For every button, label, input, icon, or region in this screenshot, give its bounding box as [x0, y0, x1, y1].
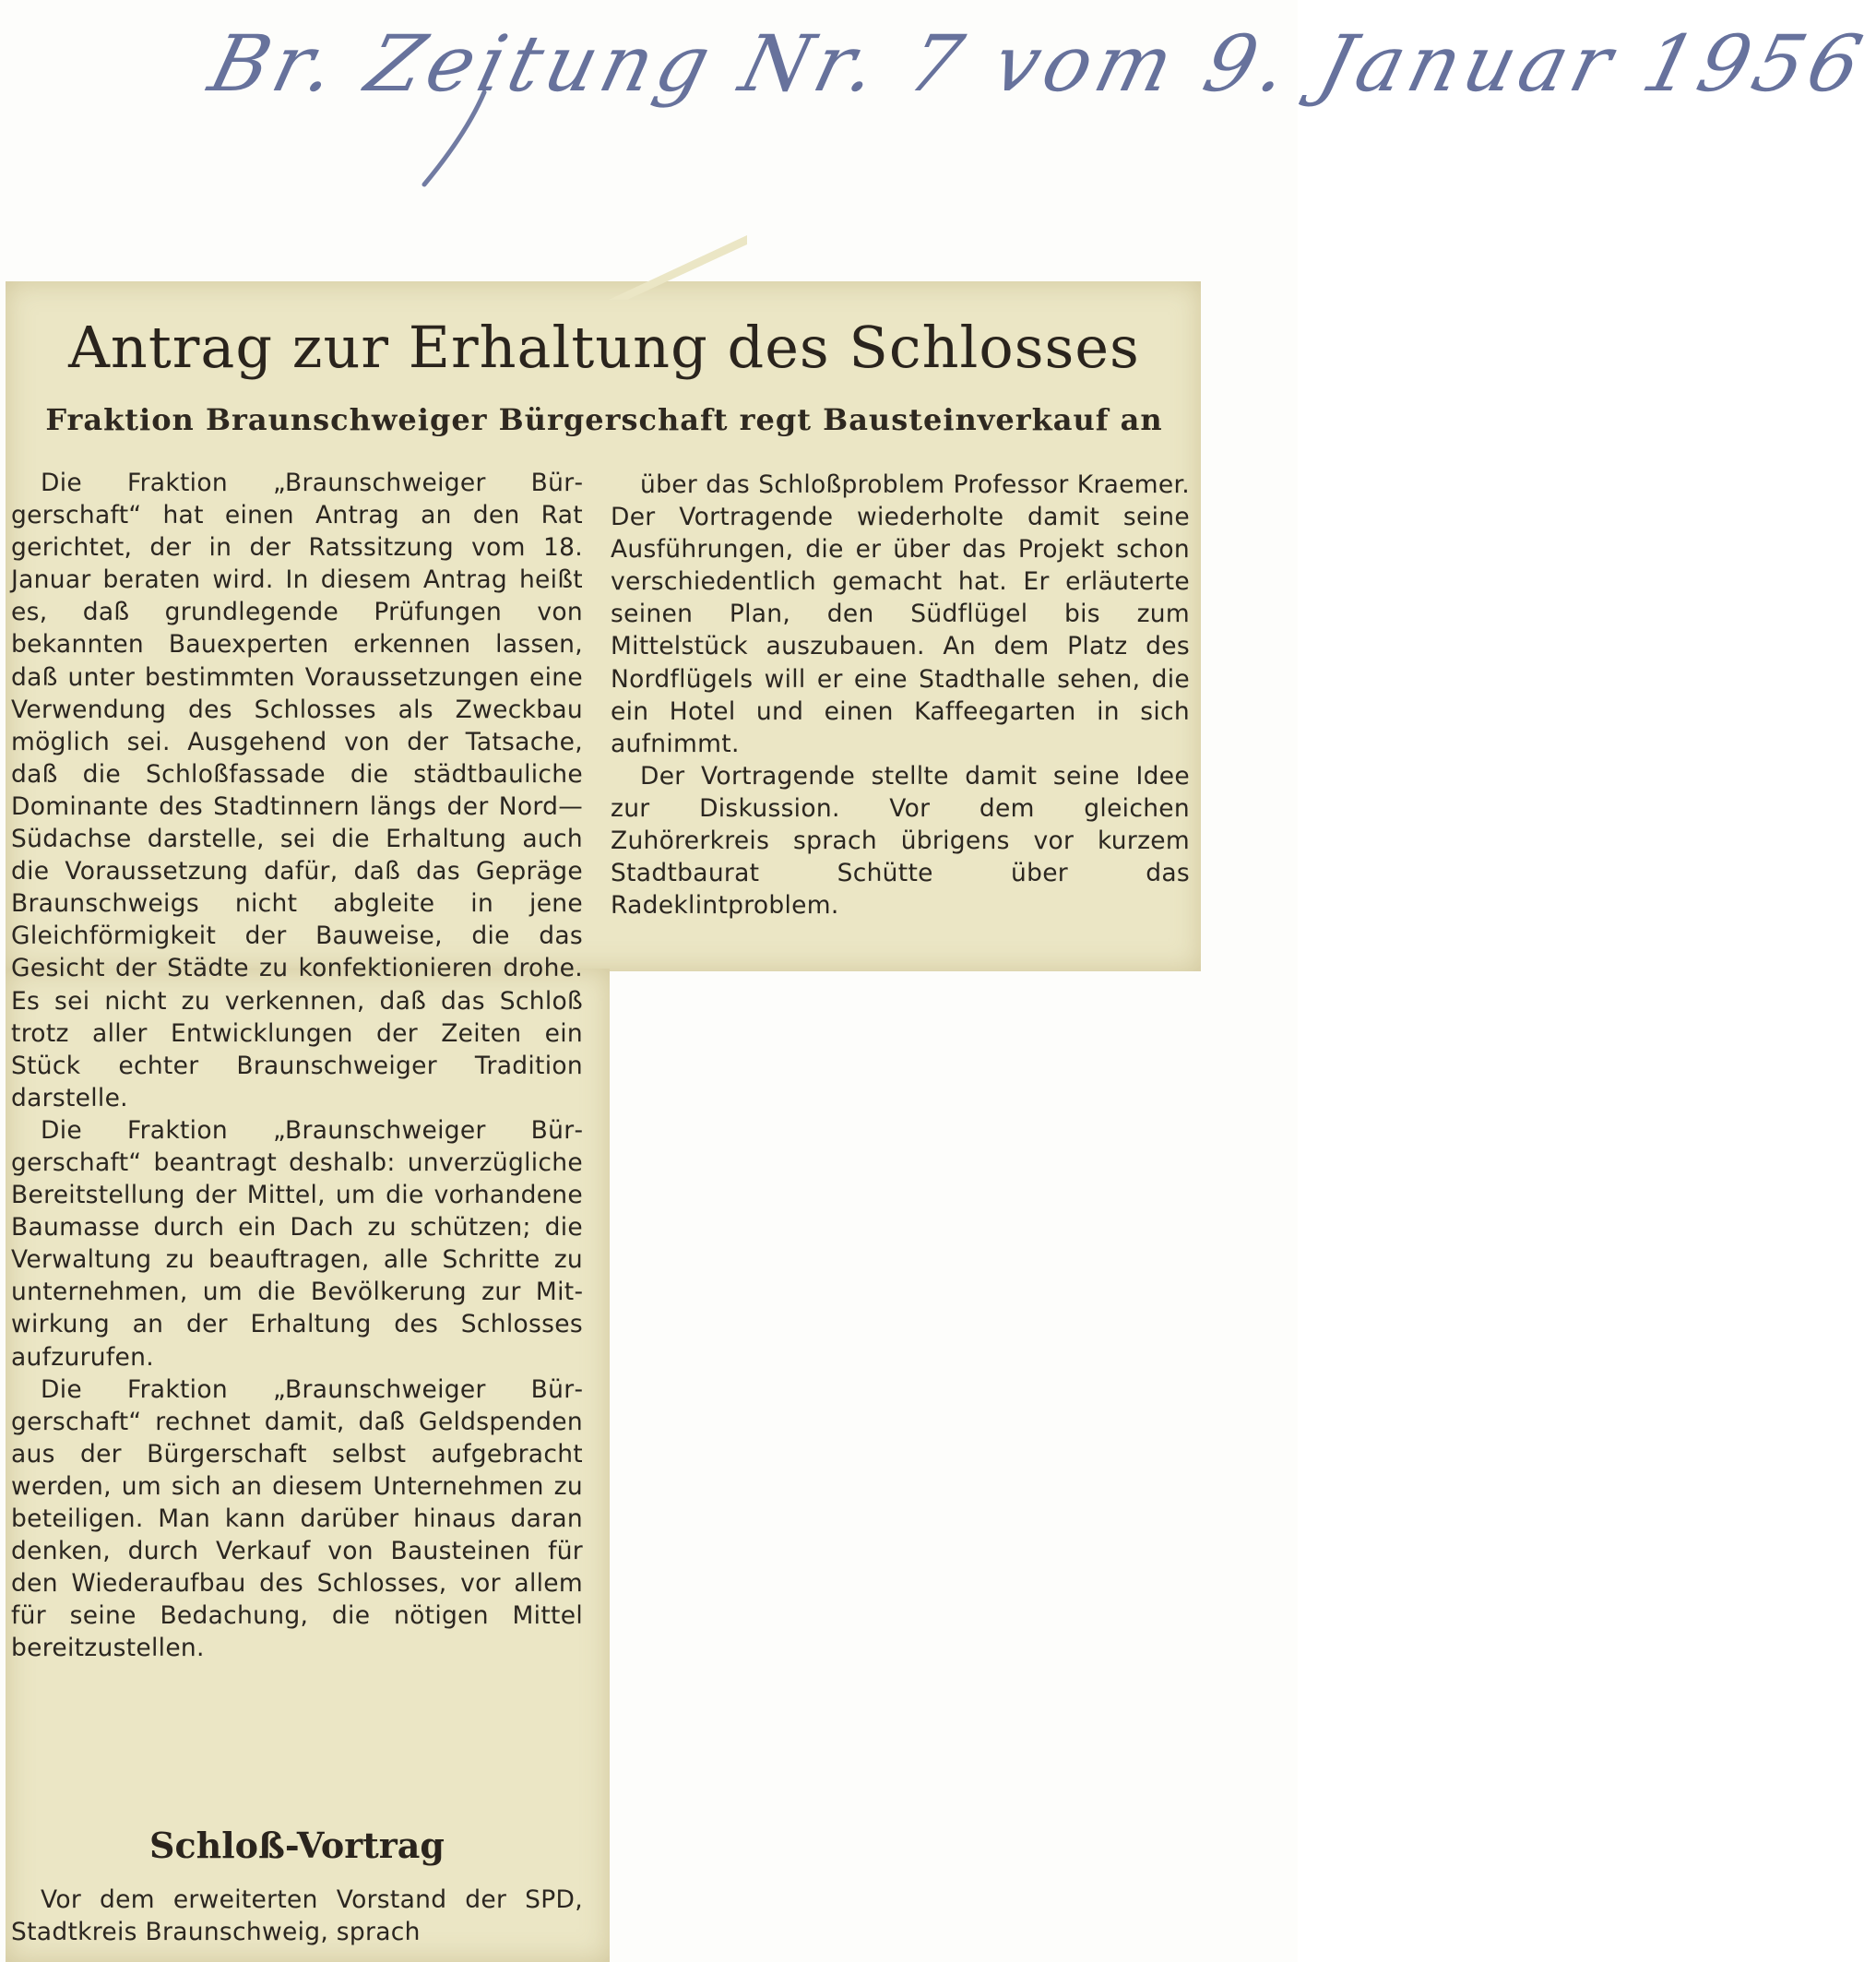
handwritten-stroke — [397, 88, 507, 189]
left-column — [11, 467, 583, 1664]
handwritten-note: Br. Zeitung Nr. 7 vom 9. Januar 1956 — [201, 18, 1876, 109]
section-heading: Schloß-Vortrag — [149, 1825, 445, 1866]
headline: Antrag zur Erhaltung des Schlosses — [68, 314, 1140, 381]
paragraph: Die Fraktion „Braunschweiger Bürgerschaft“ hat einen Antrag an den Rat gerichtet, der in der Ratssitzung vom 18. Januar beraten wird. In diesem Antrag heißt es, daß grundlegende Prüfungen von bekannten Bauexperten erkennen lassen, daß unter bestimmten Voraussetzungen eine Verwendung des Schlosses als Zweckbau möglich sei. Ausgehend von der Tatsache, daß die Schloßfassade die städtbauliche Dominante des Stadtinnern längs der Nord—Südachse darstelle, sei die Erhaltung auch die Voraussetzung dafür, daß das Gepräge Braunschweigs nicht abgleite in jene Gleichförmigkeit der Bauweise, die das Gesicht der Städte zu konfektionieren drohe. Es sei nicht zu verkennen, daß das Schloß trotz aller Entwicklungen der Zeiten ein Stück echter Braunschweiger Tradition darstelle. — [11, 469, 583, 1112]
right-column — [611, 469, 1190, 922]
paragraph: Die Fraktion „Braunschweiger Bürgerschaft“ rechnet damit, daß Geldspenden aus der Bürgerschaft selbst aufgebracht werden, um sich an diesem Unternehmen zu beteiligen. Man kann darüber hinaus daran denken, durch Verkauf von Bausteinen für den Wiederaufbau des Schlosses, vor allem für seine Bedachung, die nötigen Mittel bereitzustellen. — [11, 1374, 583, 1663]
paragraph: Die Fraktion „Braunschweiger Bürgerschaft“ beantragt deshalb: unverzügliche Bereitstellung der Mittel, um die vorhandene Baumasse durch ein Dach zu schützen; die Verwaltung zu beauftragen, alle Schritte zu unternehmen, um die Bevölkerung zur Mitwirkung an der Erhaltung des Schlosses aufzurufen. — [11, 1115, 583, 1372]
section-paragraph: Vor dem erweiterten Vorstand der SPD, Stadtkreis Braunschweig, sprach — [11, 1885, 583, 1947]
paragraph: über das Schloßproblem Professor Kraemer. Der Vortragende wiederholte damit seine Ausführungen, die er über das Projekt schon verschiedentlich gemacht hat. Er erläuterte seinen Plan, den Südflügel bis zum Mittelstück auszubauen. An dem Platz des Nordflügels will er eine Stadthalle sehen, die ein Hotel und einen Kaffeegarten in sich aufnimmt. — [611, 470, 1190, 758]
paragraph: Der Vortragende stellte damit seine Idee zur Diskussion. Vor dem gleichen Zuhörerkreis sprach übrigens vor kurzem Stadtbaurat Schütte über das Radeklintproblem. — [611, 761, 1190, 921]
subheadline: Fraktion Braunschweiger Bürgerschaft regt Bausteinverkauf an — [45, 402, 1163, 437]
torn-paper-strip — [609, 235, 747, 300]
